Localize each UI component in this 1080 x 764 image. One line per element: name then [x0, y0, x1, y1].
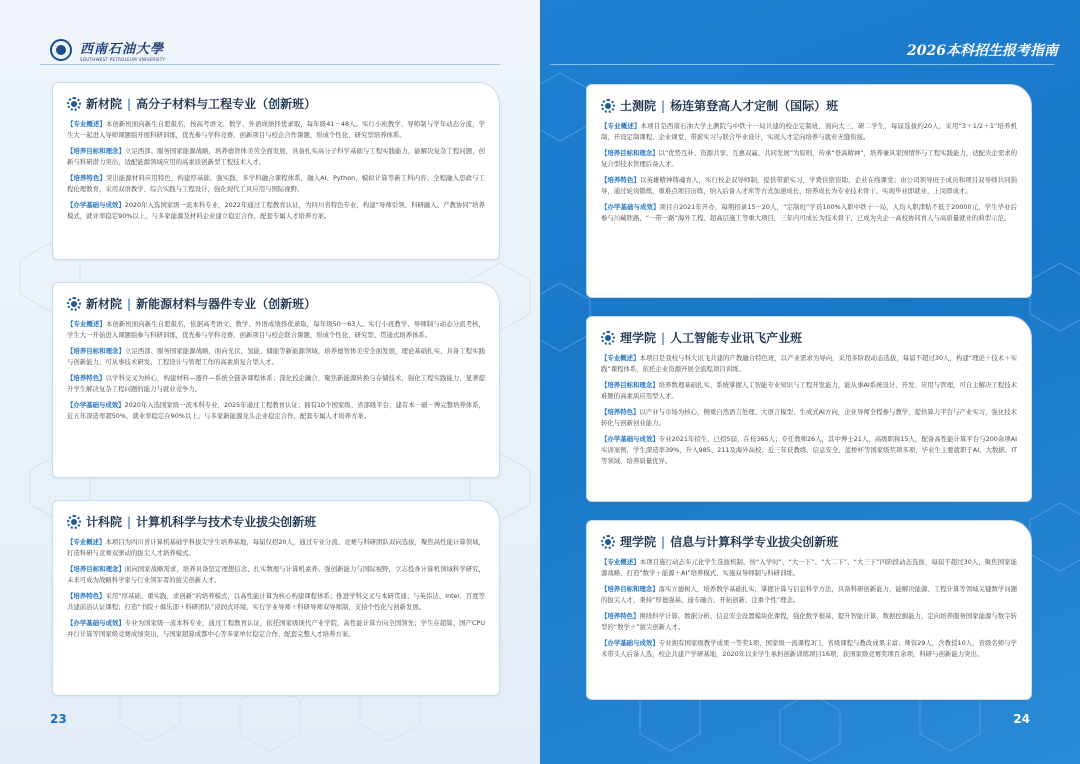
- section-text: 本创新班面向新生自愿报名，按高考语文、数学、外语成绩择优录取，每年级41－48人。实行小班教学、导师制与学年动态分流，学生大一起进入导师课题组开展科研训练，优先参与学科竞赛、创新项目与校企合作课题，形成个性化、研究型培养体系。: [67, 120, 485, 139]
- college-name: 理学院: [620, 331, 657, 345]
- section-tag: 【专业概述】: [67, 120, 106, 128]
- card-title: [601, 329, 1017, 346]
- program-card-new-energy: [52, 282, 500, 478]
- header-divider: [550, 64, 1054, 65]
- section-tag: 【培养目标和理念】: [67, 147, 125, 155]
- university-emblem-icon: [50, 39, 72, 61]
- section-tag: 【培养特色】: [601, 408, 640, 416]
- section-overview: [67, 319, 485, 341]
- section-text: 落实立德树人，培养数学基础扎实，掌握计算与信息科学方法，具备科研创新能力，能解决能源、工程计算等领域关键数学问题的拔尖人才，秉持“厚德强基、通专融合、开拓创新、注重个性”理念。: [601, 585, 1018, 604]
- section-features: [67, 173, 485, 195]
- section-tag: 【办学基础与成效】: [67, 201, 125, 209]
- section-features: [601, 611, 1017, 633]
- section-features: [67, 591, 485, 613]
- section-text: 2020年入选国家级一流本科专业，2022年通过工程教育认证，为四川省特色专业，构建“导师引领、科研融入、产教协同”培养模式，就业率稳定90%以上，与多家能源及材料企业建立稳定合作，配套专属人才培养方案。: [67, 201, 485, 220]
- section-text: 培养数理基础扎实、系统掌握人工智能专业知识与工程开发能力，能从事AI系统设计、开发、应用与管理，可自主解决工程技术难题的高素质应用型人才。: [601, 381, 1017, 400]
- section-goals: [67, 346, 485, 368]
- page-number-right: 24: [1013, 712, 1030, 726]
- section-overview: [601, 353, 1017, 375]
- section-tag: 【培养目标和理念】: [67, 565, 125, 573]
- college-name: 理学院: [620, 535, 657, 549]
- section-overview: [67, 119, 485, 141]
- section-tag: 【培养特色】: [601, 176, 641, 184]
- title-separator: |: [661, 98, 666, 113]
- college-name: 新材院: [86, 97, 123, 111]
- section-text: 本项目是我校与科大讯飞共建的产教融合特色班，以产业需求为导向，采用多阶段动态选拔，每届不超过30人，构建“理论＋技术＋实践”课程体系，依托企业资源开展全流程项目训练。: [601, 354, 1017, 373]
- section-text: 本创新班面向新生自愿报名，依据高考语文、数学、外语成绩择优录取，每年级50－63人。实行小班教学、导师制与动态分流考核，学生大一开始进入课题组参与科研训练，优先参与学科竞赛、创新项目与校企联合课题，形成个性化、研究型、贯通式培养体系。: [67, 320, 485, 339]
- program-name: 新能源材料与器件专业（创新班）: [136, 297, 317, 311]
- section-tag: 【办学基础与成效】: [601, 203, 660, 211]
- section-tag: 【培养特色】: [67, 592, 106, 600]
- logo-name-en: SOUTHWEST PETROLEUM UNIVERSITY: [80, 57, 166, 62]
- sun-icon: [67, 515, 81, 529]
- section-tag: 【培养特色】: [67, 374, 106, 382]
- guide-title: 2026本科招生报考指南: [907, 43, 1058, 59]
- section-achievements: [601, 638, 1017, 660]
- section-tag: 【培养目标和理念】: [67, 347, 125, 355]
- section-achievements: [67, 400, 485, 422]
- sun-icon: [67, 297, 81, 311]
- college-name: 土测院: [620, 99, 657, 113]
- card-title: [601, 533, 1017, 550]
- program-card-ai: [586, 316, 1032, 502]
- program-card-civil-engineering: [586, 84, 1032, 298]
- right-page: [540, 0, 1080, 764]
- section-goals: [601, 148, 1017, 170]
- program-card-polymer: [52, 82, 500, 260]
- section-overview: [601, 557, 1017, 579]
- section-goals: [67, 146, 485, 168]
- sun-icon: [67, 97, 81, 111]
- section-tag: 【专业概述】: [67, 320, 106, 328]
- college-name: 计科院: [86, 515, 123, 529]
- section-text: 项目自2021年开办，每期招录15－20人，“定制班”学员100%入职中铁十一局，人均入职津贴不低于20000元，学生毕业后参与川藏铁路、“一带一路”海外工程、超高层施工等重大项目，三年内可成长为技术骨干，已成为央企一高校协同育人与高质量就业的典型示范。: [601, 203, 1018, 222]
- section-text: 本项目为四川省计算机基础学科拔尖学生培养基地，每届仅招20人，通过专业分流、竞赛与科研团队双向选拔，聚焦高性能计算领域，打造科研与竞赛双驱动的拔尖人才培养模式。: [67, 538, 486, 557]
- title-separator: |: [127, 96, 132, 111]
- section-text: 以“优势互补、资源共享、互惠双赢、共同发展”为原则，传承“登高精神”，培养兼具家国情怀与工程实践能力，适配央企需求的复合型技术管理后备人才。: [601, 149, 1018, 168]
- section-tag: 【专业概述】: [601, 558, 640, 566]
- logo-name-cn: 西南石油大學: [80, 42, 165, 57]
- section-overview: [67, 537, 485, 559]
- section-text: 专业2021年招生，已招5届，在校365人；专任教师26人，其中博士21人、高级职称15人，配备高性能计算平台与200余项AI实训案例，学生深造率39%、升入985、211及海外高校；近三年获教练、信息安全、蓝桥杯等国家级奖项多项，毕业生主要就职于AI、大数据、IT等领域，培养质量优异。: [601, 435, 1017, 465]
- section-goals: [601, 380, 1017, 402]
- section-text: 立足西部、服务国家能源战略，培养德智体美劳全面发展，具备扎实高分子科学基础与工程实践能力，能解决复杂工程问题，创新与科研潜力突出，适配能源领域应用的高素质创新型工程技术人才。: [67, 147, 486, 166]
- section-features: [67, 373, 485, 395]
- university-logo: [50, 38, 165, 62]
- section-text: 2020年入选国家级一流本科专业，2025年通过工程教育认证；拥有10个国家级、省部级平台，建有本－硕－博完整培养体系，近五年深造率超50%，就业率稳定在90%以上；与多家新能源龙头企业稳定合作，配套专属人才培养方案。: [67, 401, 485, 420]
- section-goals: [67, 564, 485, 586]
- program-card-info-computing: [586, 520, 1032, 700]
- section-achievements: [601, 202, 1017, 224]
- card-title: [67, 513, 485, 530]
- program-name: 信息与计算科学专业拔尖创新班: [670, 535, 839, 549]
- section-tag: 【培养特色】: [67, 174, 106, 182]
- section-tag: 【培养特色】: [601, 612, 640, 620]
- section-text: 突出能源材料应用特色，构建厚基础、强实践、多学科融合课程体系，融入AI、Python、模拟计算等新工科内容；全程融入思政与工程伦理教育，采用双语教学、综合实践与工程设计，强化现代工具应用与国际视野。: [67, 174, 486, 193]
- title-separator: |: [127, 296, 132, 311]
- section-overview: [601, 121, 1017, 143]
- section-features: [601, 175, 1017, 197]
- section-tag: 【培养目标和理念】: [601, 149, 659, 157]
- section-text: 立足西部、服务国家能源战略，面向光伏、氢能、储能等新能源领域，培养德智体美劳全面发展，理论基础扎实、具备工程实践与创新能力，可从事技术研发、工程设计与管理工作的高素质复合型人才。: [67, 347, 486, 366]
- section-tag: 【办学基础与成效】: [601, 639, 659, 647]
- program-name: 计算机科学与技术专业拔尖创新班: [136, 515, 317, 529]
- section-tag: 【专业概述】: [601, 354, 640, 362]
- section-text: 本项目施行动态多元化学生选拔机制，按“入学时”、“大一下”、“大二下”、“大三下”四阶段动态选拔，每届不超过30人，聚焦国家能源战略，打造“数学＋能源＋AI”培养模式，实施双导师制与科研训练。: [601, 558, 1017, 577]
- card-title: [67, 95, 485, 112]
- title-separator: |: [127, 514, 132, 529]
- section-tag: 【办学基础与成效】: [601, 435, 659, 443]
- section-text: 专业拥有国家级教学成果一等奖1项、国家级一流课程3门，省级课程与教改成果丰富；师资29人，含教授10人，省级名师与学术带头人后备人选，校企共建产学研基地，2020年以来学生承担创新训练项目16项，获国家级竞赛奖项百余项，科研与创新能力突出。: [601, 639, 1017, 658]
- sun-icon: [601, 99, 615, 113]
- section-text: 以学科交叉为核心，构建材料—器件—系统全链条课程体系；深化校企融合，聚焦新能源转换与存储技术，强化工程实践能力，显著提升学生解决复杂工程问题的能力与就业竞争力。: [67, 374, 486, 393]
- section-text: 专业为国家级一流本科专业，通过工程教育认证，依托国家级现代产业学院，高性能计算方向全国领先；学生在超算、国产CPU并行计算等国家级竞赛成绩突出，与国家超算成都中心等多家单位稳定合作，配套完整人才培养方案。: [67, 619, 485, 638]
- program-card-computer-science: [52, 500, 500, 696]
- card-title: [601, 97, 1017, 114]
- section-tag: 【办学基础与成效】: [67, 619, 125, 627]
- section-text: 本项目是西南石油大学土测院与中铁十一局共建的校企定制班，面向大三、研二学生，每届选拔约20人，采用“3＋1/2＋1”培养机制，开设定制课程、企业课堂、带薪实习与联合毕业设计，实现人才定向培养与就业无缝衔接。: [601, 122, 1018, 141]
- program-name: 杨连第登高人才定制（国际）班: [670, 99, 839, 113]
- program-name: 人工智能专业讯飞产业班: [670, 331, 803, 345]
- section-text: 以产业与市场为核心，侧重自然语言处理、大语言模型、生成式AI方向，企业导师全程参与教学，提供算力平台与产业实习，强化技术转化与创新创业能力。: [601, 408, 1017, 427]
- page-number-left: 23: [50, 712, 67, 726]
- card-title: [67, 295, 485, 312]
- section-text: 以英雄精神铸魂育人，实行校企双导师制，提供带薪实习、学费住宿资助，企业在线课堂；由公司领导班子成员和项目双导师共同指导，通过轮岗锻炼、重难点项目历练，纳入后备人才库等方式加速成长，培养成长为专业技术骨干、实现毕业即就业、上岗即成才。: [601, 176, 1018, 195]
- section-tag: 【培养目标和理念】: [601, 585, 659, 593]
- sun-icon: [601, 331, 615, 345]
- section-achievements: [601, 434, 1017, 467]
- section-features: [601, 407, 1017, 429]
- section-tag: 【办学基础与成效】: [67, 401, 125, 409]
- section-achievements: [67, 200, 485, 222]
- college-name: 新材院: [86, 297, 123, 311]
- section-text: 面向国家战略需求，培养具备坚定理想信念、扎实数理与计算机素养、强创新能力与国际视野，立志投身计算机领域科学研究，未来可成为战略科学家与行业领军者的拔尖创新人才。: [67, 565, 486, 584]
- section-text: 采用“厚基础、重实践、求创新”的培养模式，以高性能计算为核心构建课程体系；推进学科交叉与本研贯通；与英伟达、Intel、百度等共建前沿认证课程；打造“书院＋俱乐部＋科研团队”浸润式环境，实行学业导师＋科研导师双导师制，支持个性化与创新发展。: [67, 592, 485, 611]
- section-achievements: [67, 618, 485, 640]
- header-divider: [40, 64, 500, 65]
- section-tag: 【专业概述】: [67, 538, 106, 546]
- program-name: 高分子材料与工程专业（创新班）: [136, 97, 317, 111]
- section-tag: 【培养目标和理念】: [601, 381, 659, 389]
- section-tag: 【专业概述】: [601, 122, 641, 130]
- title-separator: |: [661, 534, 666, 549]
- sun-icon: [601, 535, 615, 549]
- title-separator: |: [661, 330, 666, 345]
- section-text: 围绕科学计算、数据分析、信息安全设置模块化课程，强化数学根基，提升智能计算、数据挖掘能力，定向培养服务国家能源与数字转型的“数学＋”拔尖创新人才。: [601, 612, 1018, 631]
- section-goals: [601, 584, 1017, 606]
